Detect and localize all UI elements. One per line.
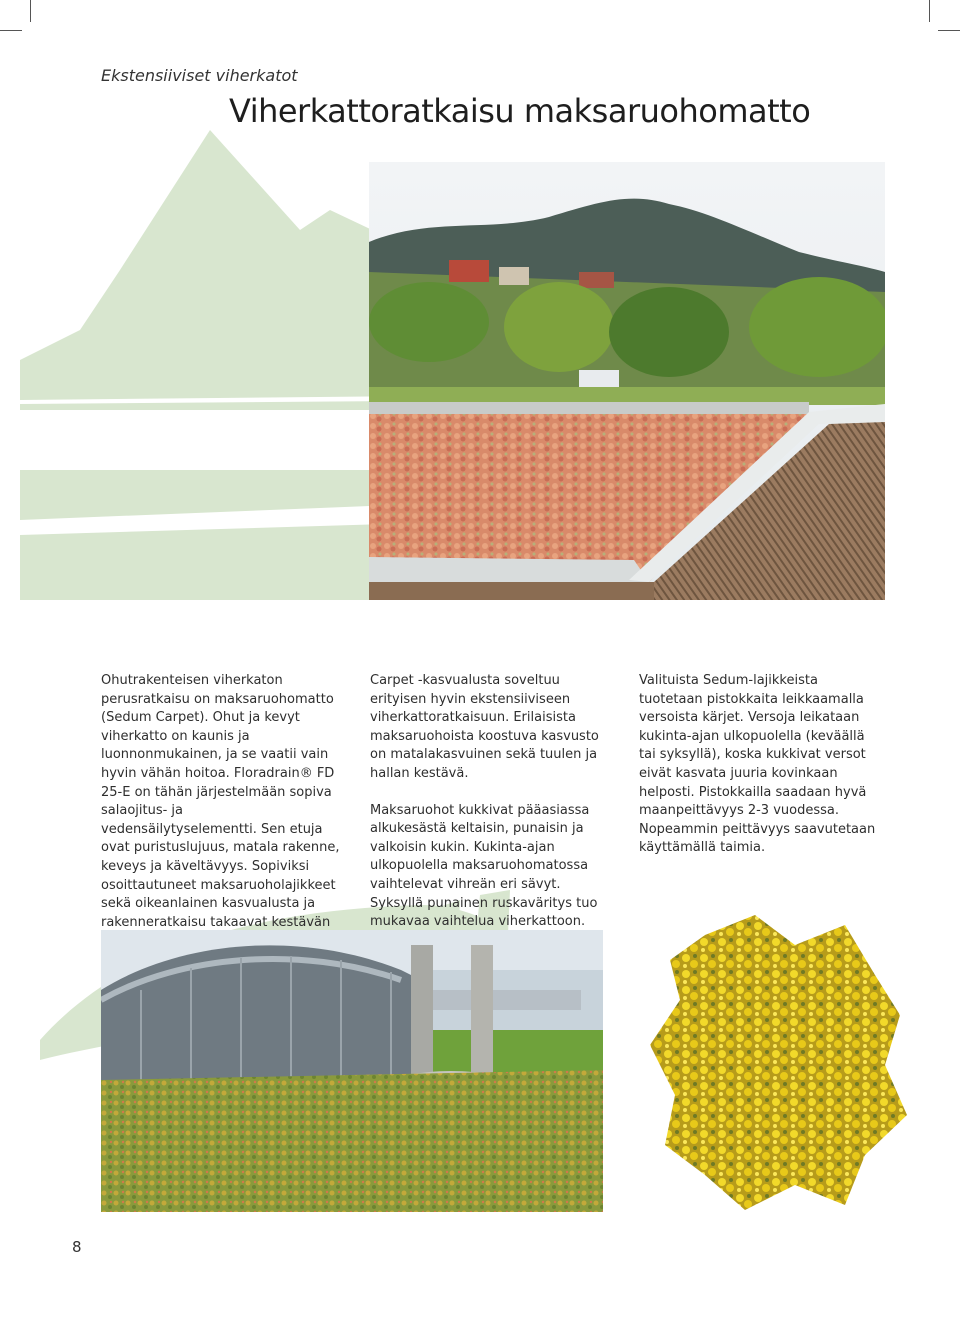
text-column-1: [101, 672, 341, 969]
green-roof-photo: [369, 162, 885, 600]
building-roof-photo: [101, 930, 603, 1212]
text-column-2: [370, 672, 610, 950]
paragraph-cuttings: Valituista Sedum-lajikkeista tuotetaan pistokkaita leikkaamalla versoista kärjet. Versoja leikataan kukinta-ajan ulkopuolella (keväällä tai syksyllä), koska kukkivat versot eivät kasvata juuria kovinkaan helposti. Pistokkailla saadaan hyvä maanpeittävyys 2-3 vuodessa. Nopeammin peittävyys saavutetaan käyttämällä taimia.: [639, 673, 876, 856]
text-column-3: [639, 672, 879, 876]
paragraph-intro: Ohutrakenteisen viherkaton perusratkaisu on maksaruohomatto (Sedum Carpet). Ohut ja kevyt viherkatto on kaunis ja luonnonmukainen, ja se vaatii vain hyvin vähän hoitoa. Floradrain® FD 25-E on tähän järjestelmään sopiva salaojitus- ja vedensäilytyselementti. Sen etuja ovat puristuslujuus, matala rakenne, keveys ja käveltävyys. Sopiviksi osoittautuneet maksaruoholajikkeet sekä oikeanlainen kasvualusta ja rakenneratkaisu takaavat kestävän: [101, 673, 340, 930]
page-title: Viherkattoratkaisu maksaruohomatto: [229, 92, 811, 130]
paragraph-growing-medium: Carpet -kasvualusta soveltuu erityisen hyvin ekstensiiviseen viherkattoratkaisuun. Erilaisista maksaruohoista koostuva kasvusto on matalakasvuinen sekä tuulen ja hallan kestävä.: [370, 673, 599, 781]
section-label: Ekstensiiviset viherkatot: [101, 66, 298, 85]
yellow-sedum-photo: [645, 905, 915, 1215]
paragraph-flowering: Maksaruohot kukkivat pääasiassa alkukesästä keltaisin, punaisin ja valkoisin kukin. Kukinta-ajan ulkopuolella maksaruohomatossa vaihtelevat vihreän eri sävyt. Syksyllä punainen ruskaväritys tuo mukavaa vaihtelua viherkattoon.: [370, 802, 598, 930]
page-number: 8: [72, 1238, 82, 1256]
